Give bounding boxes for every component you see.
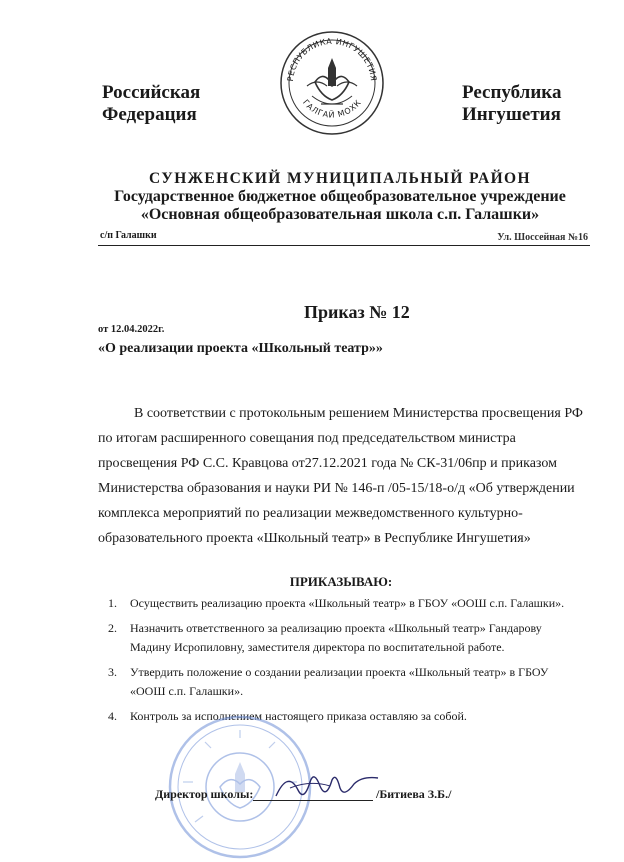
address-left: с/п Галашки (100, 230, 157, 241)
country-left-line1: Российская (102, 82, 201, 103)
svg-text:РЕСПУБЛИКА ИНГУШЕТИЯ: РЕСПУБЛИКА ИНГУШЕТИЯ (285, 36, 379, 82)
list-item (108, 594, 578, 613)
header-divider (98, 245, 590, 246)
item-text: Назначить ответственного за реализацию проекта «Школьный театр» Гандарову Мадину Исропиловну, заместителя директора по воспитательной работе. (130, 621, 542, 654)
organization-type: Государственное бюджетное общеобразовательное учреждение (114, 188, 566, 205)
country-right-line2: Ингушетия (462, 104, 561, 125)
item-number: 2. (108, 621, 117, 635)
organization-name: «Основная общеобразовательная школа с.п. Галашки» (140, 206, 540, 223)
handwritten-signature-icon (270, 760, 385, 808)
item-number: 3. (108, 665, 117, 679)
item-text: Утвердить положение о создании реализации проекта «Школьный театр» в ГБОУ «ООШ с.п. Галашки». (130, 665, 549, 698)
district-name: СУНЖЕНСКИЙ МУНИЦИПАЛЬНЫЙ РАЙОН (149, 170, 531, 187)
order-date: от 12.04.2022г. (98, 324, 165, 335)
list-item (108, 619, 578, 657)
director-name: /Битиева З.Б./ (376, 787, 452, 801)
order-directive: ПРИКАЗЫВАЮ: (289, 574, 393, 589)
item-text: Контроль за исполнением настоящего приказа оставляю за собой. (130, 709, 467, 723)
country-right (462, 82, 561, 126)
country-left-line2: Федерация (102, 104, 197, 125)
signature-label: Директор школы: (155, 787, 254, 801)
list-item (108, 663, 578, 701)
order-subject: «О реализации проекта «Школьный театр»» (98, 341, 383, 356)
order-title: Приказ № 12 (304, 302, 410, 322)
address-right: Ул. Шоссейная №16 (497, 232, 588, 243)
item-text: Осуществить реализацию проекта «Школьный театр» в ГБОУ «ООШ с.п. Галашки». (130, 596, 565, 610)
country-left (102, 82, 200, 126)
item-number: 4. (108, 709, 117, 723)
order-body: В соответствии с протокольным решением Министерства просвещения РФ по итогам расширенного совещания под председательством министра просвещения РФ С.С. Кравцова от27.12.2021 года № СК-31/06пр и приказом Министерства образования и науки РИ № 146-п /05-15/18-о/д «Об утверждении комплекса мероприятий по реализации межведомственного культурно-образовательного проекта «Школьный театр» в Республике Ингушетия» (98, 406, 583, 546)
country-right-line1: Республика (462, 82, 562, 103)
svg-text:ГАЛГАЙ МОХК: ГАЛГАЙ МОХК (300, 97, 364, 120)
item-number: 1. (108, 596, 117, 610)
emblem-icon (277, 28, 387, 138)
